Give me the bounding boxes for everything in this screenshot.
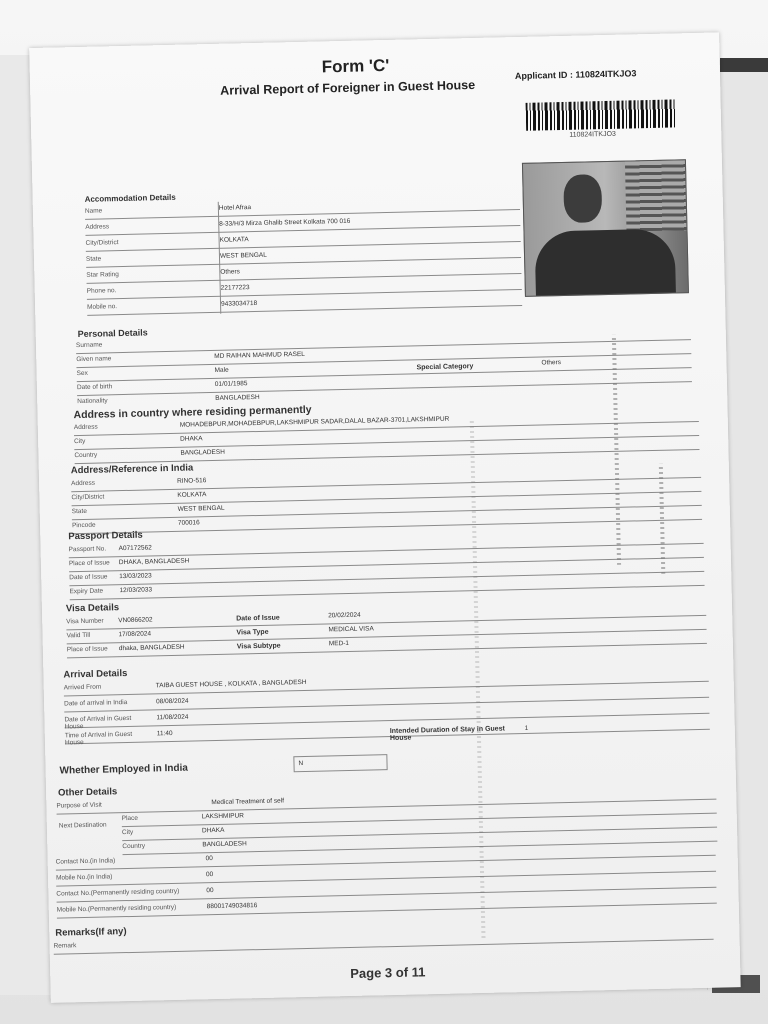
place-label: Place (121, 814, 139, 823)
visa-value-2: 20/02/2024 (328, 611, 361, 620)
permanent-address-value: DHAKA (180, 435, 203, 443)
intended-duration-value: 1 (524, 724, 529, 732)
barcode-text: 110824ITKJO3 (569, 130, 616, 139)
passport-label: Passport No. (68, 545, 107, 554)
surname-label: Surname (75, 341, 103, 350)
country-label: Country (122, 842, 146, 851)
section-passport: Passport Details (68, 529, 143, 543)
india-address-value: KOLKATA (177, 491, 207, 499)
dob-value: 01/01/1985 (214, 380, 248, 388)
section-personal: Personal Details (77, 327, 148, 340)
visa-value-2: MEDICAL VISA (328, 625, 374, 634)
india-address-value: RINO-516 (176, 477, 207, 485)
country-value: BANGLADESH (202, 840, 247, 849)
other-contact-label: Mobile No.(Permanently residing country) (56, 903, 177, 914)
city-value: DHAKA (201, 826, 225, 835)
india-address-value: 700016 (177, 519, 200, 527)
permanent-address-value: MOHADEBPUR,MOHADEBPUR,LAKSHMIPUR SADAR,DALAL BAZAR-3701,LAKSHMIPUR (179, 415, 450, 429)
arrival-label: Arrived From (63, 683, 102, 692)
permanent-address-label: Address (73, 423, 98, 432)
arrival-value: 08/08/2024 (155, 697, 189, 706)
sex-label: Sex (76, 369, 88, 378)
section-permanent-address: Address in country where residing permanently (73, 403, 312, 422)
passport-label: Place of Issue (68, 559, 110, 568)
accommodation-value: WEST BENGAL (219, 251, 267, 260)
purpose-label: Purpose of Visit (56, 801, 102, 810)
visa-label-2: Date of Issue (236, 614, 280, 623)
accommodation-value: 9433034718 (220, 299, 258, 308)
accommodation-label: State (85, 255, 102, 263)
city-label: City (121, 828, 134, 837)
passport-label: Expiry Date (69, 587, 104, 596)
permanent-address-label: City (74, 437, 86, 446)
india-address-label: Pincode (71, 521, 96, 530)
section-india-address: Address/Reference in India (70, 462, 194, 477)
section-remarks: Remarks(If any) (55, 926, 127, 939)
accommodation-label: Phone no. (86, 287, 117, 295)
passport-label: Date of Issue (69, 573, 108, 582)
arrival-value: TAIBA GUEST HOUSE , KOLKATA , BANGLADESH (155, 678, 307, 690)
permanent-address-value: BANGLADESH (180, 448, 225, 457)
given-name-label: Given name (76, 355, 112, 364)
place-value: LAKSHMIPUR (201, 812, 245, 821)
passport-value: 12/03/2033 (119, 586, 153, 595)
intended-duration-label: Intended Duration of Stay in Guest House (389, 725, 505, 743)
other-contact-value: 00 (205, 855, 213, 863)
employment-label: Whether Employed in India (59, 762, 189, 777)
passport-value: 13/03/2023 (119, 572, 152, 581)
remark-label: Remark (53, 942, 77, 950)
section-arrival: Arrival Details (63, 668, 128, 681)
form-title: Form 'C' (321, 55, 390, 77)
purpose-value: Medical Treatment of self (211, 797, 285, 807)
accommodation-label: City/District (85, 239, 119, 247)
nationality-value: BANGLADESH (215, 393, 260, 402)
passport-value: DHAKA, BANGLADESH (118, 557, 190, 567)
form-c-page (29, 32, 740, 1002)
visa-label: Valid Till (66, 631, 91, 640)
visa-label: Visa Number (66, 617, 104, 626)
arrival-label: Time of Arrival in Guest House (64, 730, 133, 747)
applicant-photo (522, 159, 689, 297)
arrival-label: Date of arrival in India (64, 699, 128, 708)
visa-value: 17/08/2024 (118, 630, 152, 639)
dob-label: Date of birth (76, 383, 113, 392)
visa-label-2: Visa Subtype (236, 642, 281, 651)
special-category-value: Others (541, 359, 562, 367)
india-address-label: City/District (71, 493, 105, 502)
passport-value: A07172562 (118, 544, 152, 553)
accommodation-value: 22177223 (220, 284, 250, 292)
india-address-value: WEST BENGAL (177, 504, 225, 513)
employment-box (293, 754, 387, 772)
barcode-image (526, 99, 677, 130)
accommodation-label: Mobile no. (87, 303, 118, 311)
form-subtitle: Arrival Report of Foreigner in Guest House (220, 77, 476, 98)
accommodation-label: Star Rating (86, 271, 119, 279)
india-address-label: Address (71, 479, 96, 488)
section-accommodation: Accommodation Details (84, 192, 176, 204)
accommodation-value: Others (220, 268, 240, 276)
other-contact-value: 00 (205, 871, 214, 879)
accommodation-value: 8-33/H/3 Mirza Ghalib Street Kolkata 700 016 (219, 217, 351, 228)
visa-label: Place of Issue (66, 645, 108, 654)
arrival-value: 11/08/2024 (156, 713, 189, 722)
arrival-value: 11:40 (156, 729, 173, 738)
section-visa: Visa Details (65, 602, 120, 615)
india-address-label: State (71, 507, 87, 516)
next-destination-label: Next Destination (58, 821, 107, 830)
remark-row (53, 925, 713, 955)
accommodation-value: Hotel Afraa (218, 204, 252, 212)
other-contact-value: 00 (206, 887, 214, 895)
given-name-value: MD RAIHAN MAHMUD RASEL (214, 350, 305, 360)
employment-value: N (298, 760, 304, 768)
sex-value: Male (214, 366, 229, 374)
permanent-address-label: Country (74, 451, 98, 460)
visa-value: dhaka, BANGLADESH (118, 643, 185, 653)
other-contact-label: Contact No.(in India) (55, 857, 116, 866)
accommodation-label: Address (85, 223, 110, 231)
visa-label-2: Visa Type (236, 628, 269, 637)
accommodation-label: Name (84, 207, 103, 215)
nationality-label: Nationality (77, 397, 108, 406)
section-other: Other Details (57, 786, 118, 799)
other-contact-label: Contact No.(Permanently residing country) (56, 887, 180, 898)
other-contact-label: Mobile No.(in India) (55, 873, 113, 882)
accommodation-value: KOLKATA (219, 236, 249, 244)
applicant-id: Applicant ID : 110824ITKJO3 (514, 68, 637, 82)
page-number: Page 3 of 11 (350, 964, 426, 982)
binder-strip-top (720, 58, 768, 72)
other-contact-value: 8800174903481​6 (206, 902, 258, 911)
arrival-label: Date of Arrival in Guest House (64, 714, 132, 731)
visa-value-2: MED-1 (328, 639, 350, 648)
special-category-label: Special Category (416, 363, 474, 372)
visa-value: VN0866202 (118, 616, 153, 625)
